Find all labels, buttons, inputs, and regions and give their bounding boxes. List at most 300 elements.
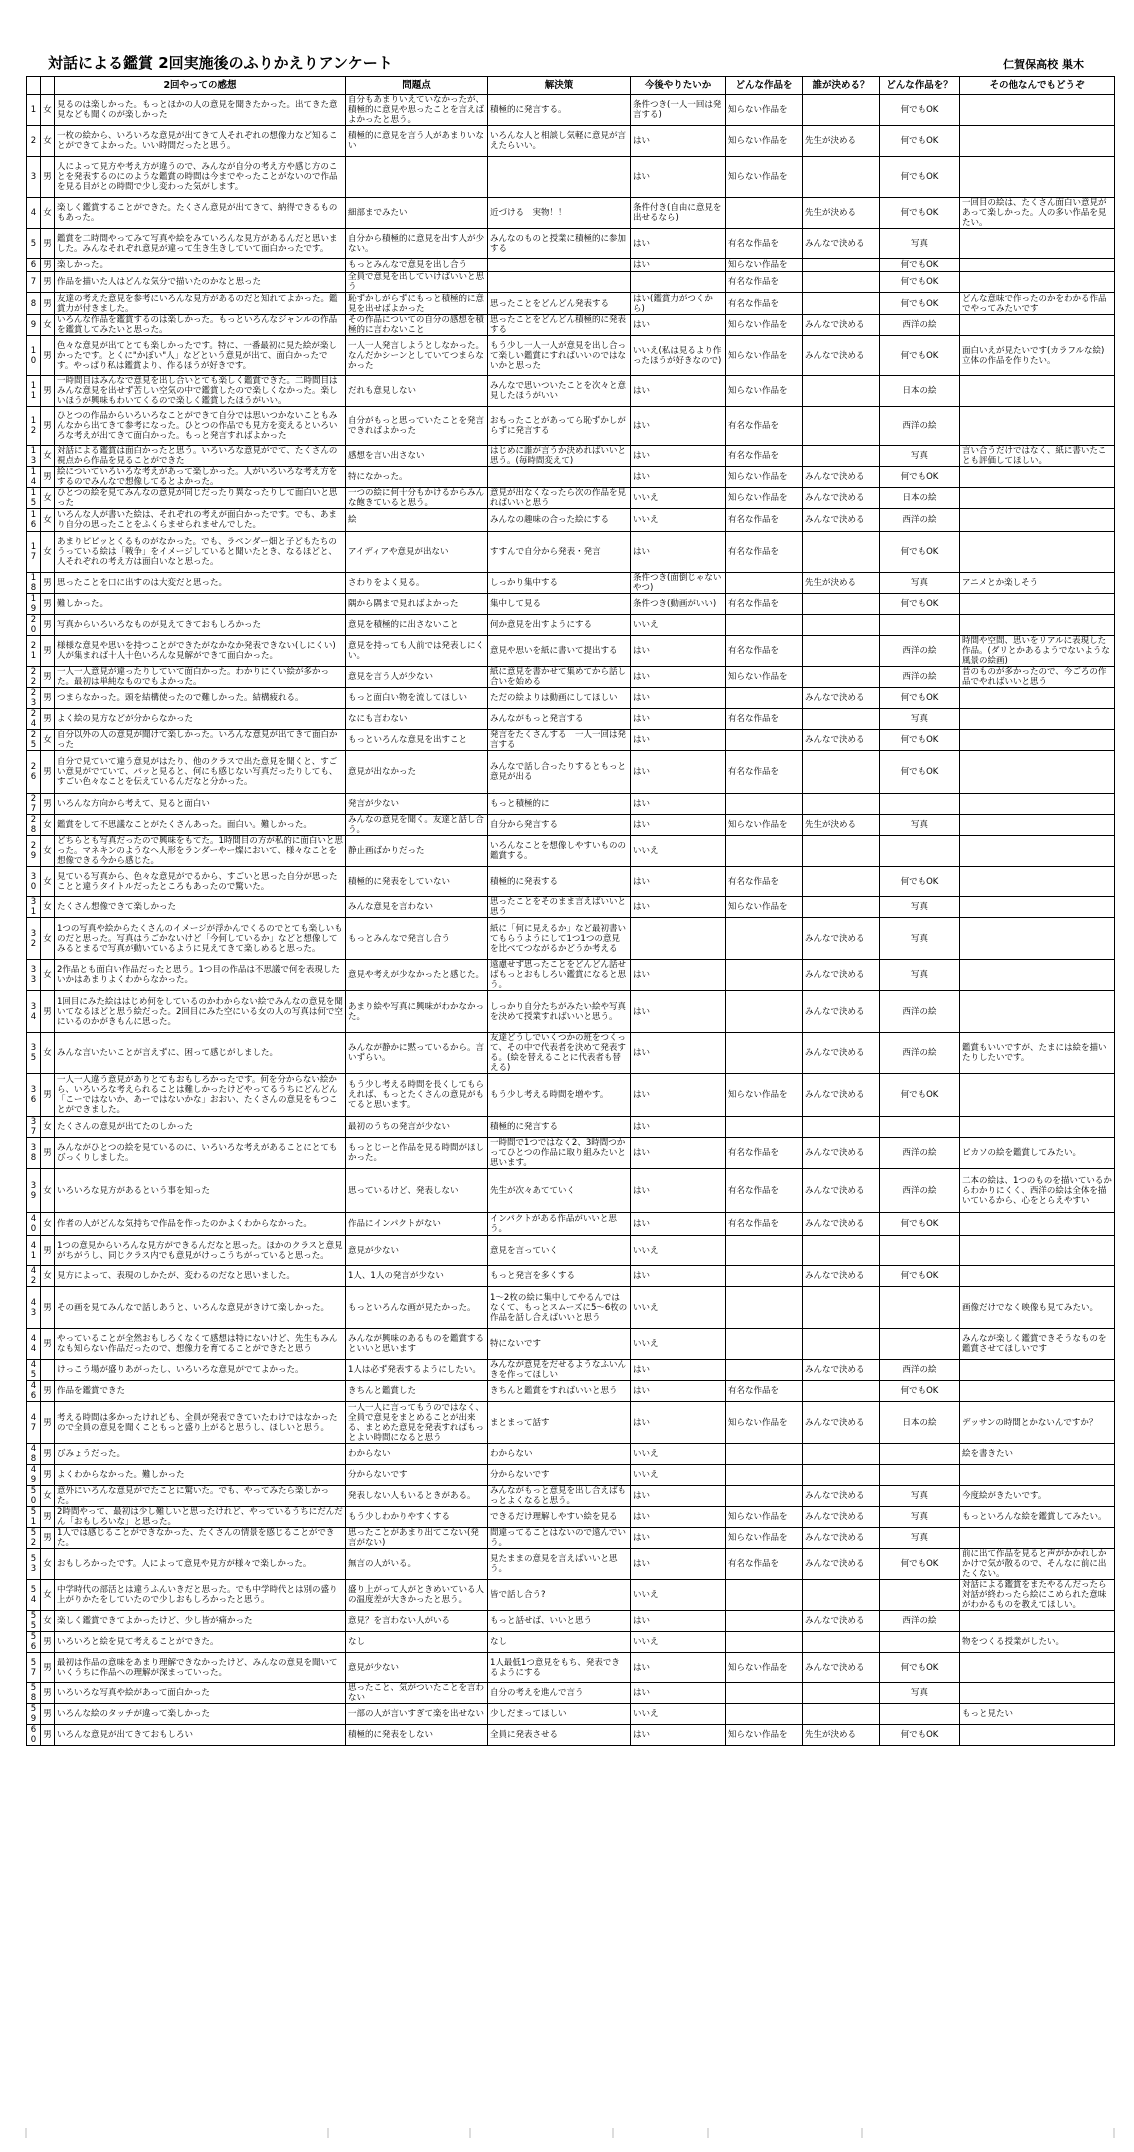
header-again: 今後やりたいか bbox=[631, 77, 726, 95]
cell-work-type bbox=[726, 1329, 803, 1360]
cell-other bbox=[960, 1611, 1115, 1632]
cell-problem: 全員で意見を出していけばいいと思う bbox=[346, 272, 488, 293]
cell-impression: いろんな方向から考えて、見ると面白い bbox=[55, 794, 346, 815]
cell-who-decides: みんなで決める bbox=[803, 1213, 880, 1236]
cell-solution: 見たままの意見を言えばいいと思う。 bbox=[488, 1549, 631, 1580]
cell-which-works bbox=[880, 1329, 960, 1360]
row-number: 55 bbox=[27, 1611, 41, 1632]
cell-solution: 積極的に発言する。 bbox=[488, 95, 631, 126]
cell-impression: いろんな人が書いた絵は、それぞれの考えが面白かったです。でも、あまり自分の思ったことをふくらませられませんでした。 bbox=[55, 509, 346, 532]
row-number: 48 bbox=[27, 1444, 41, 1465]
cell-other bbox=[960, 1236, 1115, 1266]
cell-solution: 特にないです bbox=[488, 1329, 631, 1360]
cell-again: はい bbox=[631, 126, 726, 157]
cell-who-decides bbox=[803, 272, 880, 293]
row-number: 24 bbox=[27, 709, 41, 730]
row-number: 17 bbox=[27, 532, 41, 573]
cell-who-decides bbox=[803, 867, 880, 897]
cell-problem: 意見を言う人が少ない bbox=[346, 667, 488, 688]
cell-impression: 一枚の絵から、いろいろな意見が出てきて人それぞれの想像力など知ることができてよかった。いい時間だったと思う。 bbox=[55, 126, 346, 157]
cell-work-type: 有名な作品を bbox=[726, 446, 803, 467]
cell-other bbox=[960, 1213, 1115, 1236]
header-sex bbox=[41, 77, 55, 95]
cell-again: はい bbox=[631, 991, 726, 1033]
table-row bbox=[27, 1580, 1115, 1611]
cell-solution: もっと話せば、いいと思う bbox=[488, 1611, 631, 1632]
row-number: 60 bbox=[27, 1725, 41, 1746]
cell-impression: 楽しく鑑賞できてよかったけど、少し皆が痛かった bbox=[55, 1611, 346, 1632]
cell-who-decides: みんなで決める bbox=[803, 1486, 880, 1507]
cell-who-decides bbox=[803, 751, 880, 794]
cell-problem: 最初のうちの発言が少ない bbox=[346, 1117, 488, 1138]
cell-work-type: 知らない作品を bbox=[726, 376, 803, 407]
cell-again: はい bbox=[631, 1266, 726, 1287]
table-row bbox=[27, 532, 1115, 573]
cell-again: いいえ bbox=[631, 1580, 726, 1611]
row-number: 59 bbox=[27, 1704, 41, 1725]
cell-work-type bbox=[726, 991, 803, 1033]
cell-who-decides: みんなで決める bbox=[803, 960, 880, 991]
cell-work-type bbox=[726, 688, 803, 709]
cell-which-works: 何でもOK bbox=[880, 594, 960, 615]
cell-solution: 分からないです bbox=[488, 1465, 631, 1486]
table-row bbox=[27, 126, 1115, 157]
row-number: 35 bbox=[27, 1033, 41, 1074]
table-row bbox=[27, 836, 1115, 867]
cell-other bbox=[960, 794, 1115, 815]
row-sex: 女 bbox=[41, 126, 55, 157]
cell-which-works: 何でもOK bbox=[880, 1074, 960, 1117]
cell-problem: 積極的に意見を言う人があまりいない bbox=[346, 126, 488, 157]
cell-solution: きちんと鑑賞をすればいいと思う bbox=[488, 1381, 631, 1402]
cell-which-works: 西洋の絵 bbox=[880, 407, 960, 446]
cell-impression: 思ったことを口に出すのは大変だと思った。 bbox=[55, 573, 346, 594]
cell-impression: 写真からいろいろなものが見えてきておもしろかった bbox=[55, 615, 346, 636]
cell-work-type: 知らない作品を bbox=[726, 1528, 803, 1549]
cell-work-type: 有名な作品を bbox=[726, 867, 803, 897]
cell-solution: 皆で話し合う? bbox=[488, 1580, 631, 1611]
cell-problem: みんなが興味のあるものを鑑賞するといいと思います bbox=[346, 1329, 488, 1360]
cell-other bbox=[960, 730, 1115, 751]
cell-problem: 意見が少ない bbox=[346, 1653, 488, 1683]
cell-work-type: 有名な作品を bbox=[726, 1381, 803, 1402]
cell-problem: 意見？を言わない人がいる bbox=[346, 1611, 488, 1632]
cell-which-works: 写真 bbox=[880, 709, 960, 730]
cell-solution: ただの絵よりは動画にしてほしい bbox=[488, 688, 631, 709]
cell-who-decides: みんなで決める bbox=[803, 336, 880, 376]
cell-which-works: 何でもOK bbox=[880, 95, 960, 126]
cell-problem: さわりをよく見る。 bbox=[346, 573, 488, 594]
cell-other: 今度絵がきたいです。 bbox=[960, 1486, 1115, 1507]
cell-who-decides bbox=[803, 157, 880, 198]
table-row bbox=[27, 1704, 1115, 1725]
cell-impression: その画を見てみんなで話しあうと、いろんな意見がきけて楽しかった。 bbox=[55, 1287, 346, 1329]
row-sex: 女 bbox=[41, 1266, 55, 1287]
cell-other bbox=[960, 815, 1115, 836]
cell-impression: みんながひとつの絵を見ているのに、いろいろな考えがあることにとてもびっくりしました。 bbox=[55, 1138, 346, 1169]
cell-problem: 恥ずかしがらずにもっと積極的に意見を出せばよかった bbox=[346, 293, 488, 315]
cell-work-type bbox=[726, 1486, 803, 1507]
cell-other bbox=[960, 95, 1115, 126]
table-row bbox=[27, 1360, 1115, 1381]
row-number: 56 bbox=[27, 1632, 41, 1653]
cell-problem: なし bbox=[346, 1632, 488, 1653]
cell-other: もっと見たい bbox=[960, 1704, 1115, 1725]
cell-problem: だれも意見しない bbox=[346, 376, 488, 407]
row-number: 25 bbox=[27, 730, 41, 751]
row-sex: 男 bbox=[41, 1236, 55, 1266]
row-sex: 女 bbox=[41, 1486, 55, 1507]
cell-who-decides: みんなで決める bbox=[803, 1360, 880, 1381]
cell-work-type bbox=[726, 836, 803, 867]
cell-solution: 思ったことをどんどん積極的に発表する bbox=[488, 315, 631, 336]
table-row bbox=[27, 376, 1115, 407]
cell-impression: 最初は作品の意味をあまり理解できなかったけど、みんなの意見を聞いていくうちに作品への理解が深まっていった。 bbox=[55, 1653, 346, 1683]
row-sex: 男 bbox=[41, 688, 55, 709]
cell-work-type bbox=[726, 960, 803, 991]
row-number: 22 bbox=[27, 667, 41, 688]
table-row bbox=[27, 272, 1115, 293]
table-row bbox=[27, 229, 1115, 259]
cell-who-decides bbox=[803, 1287, 880, 1329]
cell-who-decides: みんなで決める bbox=[803, 315, 880, 336]
cell-solution: みんなの趣味の合った絵にする bbox=[488, 509, 631, 532]
cell-other bbox=[960, 751, 1115, 794]
cell-impression: いろいろな見方があるという事を知った bbox=[55, 1169, 346, 1213]
cell-problem: 意見を持っても人前では発表しにくい。 bbox=[346, 636, 488, 667]
cell-which-works: 西洋の絵 bbox=[880, 1169, 960, 1213]
cell-again: はい bbox=[631, 667, 726, 688]
cell-work-type: 知らない作品を bbox=[726, 488, 803, 509]
row-sex: 女 bbox=[41, 836, 55, 867]
row-number: 26 bbox=[27, 751, 41, 794]
cell-solution: 先生が次々あてていく bbox=[488, 1169, 631, 1213]
cell-problem: 自分もあまりいえていなかったが、積極的に意見や思ったことを言えばよかったと思う。 bbox=[346, 95, 488, 126]
cell-other bbox=[960, 509, 1115, 532]
cell-again: 条件つき(一人一回は発言する) bbox=[631, 95, 726, 126]
cell-which-works: 写真 bbox=[880, 815, 960, 836]
cell-again: いいえ bbox=[631, 836, 726, 867]
cell-again: はい bbox=[631, 446, 726, 467]
cell-problem: きちんと鑑賞した bbox=[346, 1381, 488, 1402]
cell-which-works: 何でもOK bbox=[880, 730, 960, 751]
cell-other bbox=[960, 532, 1115, 573]
cell-which-works: 西洋の絵 bbox=[880, 1611, 960, 1632]
cell-who-decides: みんなで決める bbox=[803, 1611, 880, 1632]
cell-work-type bbox=[726, 918, 803, 960]
cell-other: みんなが楽しく鑑賞できそうなものを鑑賞させてほしいです bbox=[960, 1329, 1115, 1360]
table-row bbox=[27, 918, 1115, 960]
cell-who-decides: みんなで決める bbox=[803, 1138, 880, 1169]
cell-who-decides: みんなで決める bbox=[803, 730, 880, 751]
table-row bbox=[27, 95, 1115, 126]
cell-which-works bbox=[880, 794, 960, 815]
table-row bbox=[27, 1507, 1115, 1528]
table-row bbox=[27, 867, 1115, 897]
cell-problem: 自分がもっと思っていたことを発言できればよかった bbox=[346, 407, 488, 446]
cell-again: いいえ bbox=[631, 488, 726, 509]
cell-which-works bbox=[880, 836, 960, 867]
cell-work-type: 知らない作品を bbox=[726, 315, 803, 336]
cell-other bbox=[960, 157, 1115, 198]
cell-problem: もう少しわかりやすくする bbox=[346, 1507, 488, 1528]
cell-which-works: 写真 bbox=[880, 573, 960, 594]
cell-which-works: 写真 bbox=[880, 1683, 960, 1704]
cell-which-works: 日本の絵 bbox=[880, 376, 960, 407]
cell-impression: 難しかった。 bbox=[55, 594, 346, 615]
cell-again: はい bbox=[631, 1725, 726, 1746]
cell-problem: 細部までみたい bbox=[346, 198, 488, 229]
cell-who-decides: 先生が決める bbox=[803, 126, 880, 157]
cell-other bbox=[960, 376, 1115, 407]
row-number: 28 bbox=[27, 815, 41, 836]
cell-impression: いろんな意見が出てきておもしろい bbox=[55, 1725, 346, 1746]
cell-who-decides bbox=[803, 1236, 880, 1266]
cell-problem: もっといろんな画が見たかった。 bbox=[346, 1287, 488, 1329]
cell-work-type: 知らない作品を bbox=[726, 95, 803, 126]
cell-who-decides bbox=[803, 667, 880, 688]
row-number: 37 bbox=[27, 1117, 41, 1138]
row-sex: 女 bbox=[41, 815, 55, 836]
cell-which-works: 写真 bbox=[880, 229, 960, 259]
cell-other bbox=[960, 960, 1115, 991]
cell-work-type bbox=[726, 794, 803, 815]
cell-which-works: 写真 bbox=[880, 1507, 960, 1528]
cell-solution: はじめに誰が言うか決めればいいと思う。(毎時間変えて) bbox=[488, 446, 631, 467]
table-row bbox=[27, 1465, 1115, 1486]
cell-which-works: 写真 bbox=[880, 897, 960, 918]
cell-again: いいえ bbox=[631, 1329, 726, 1360]
row-sex bbox=[41, 1360, 55, 1381]
row-number: 4 bbox=[27, 198, 41, 229]
cell-work-type bbox=[726, 1236, 803, 1266]
cell-other bbox=[960, 1360, 1115, 1381]
cell-who-decides: みんなで決める bbox=[803, 1653, 880, 1683]
cell-problem: なにも言わない bbox=[346, 709, 488, 730]
cell-other: 物をつくる授業がしたい。 bbox=[960, 1632, 1115, 1653]
cell-impression: やっていることが全然おもしろくなくて感想は特にないけど、先生もみんなも知らない作品だったので、想像力を育てることができたと思う bbox=[55, 1329, 346, 1360]
row-sex: 男 bbox=[41, 1074, 55, 1117]
cell-who-decides: みんなで決める bbox=[803, 1266, 880, 1287]
row-sex: 男 bbox=[41, 667, 55, 688]
cell-problem: あまり絵や写真に興味がわかなかった。 bbox=[346, 991, 488, 1033]
row-number: 3 bbox=[27, 157, 41, 198]
cell-impression: 自分以外の人の意見が聞けて楽しかった。いろんな意見が出てきて面白かった bbox=[55, 730, 346, 751]
cell-problem: 自分から積極的に意見を出す人が少ない。 bbox=[346, 229, 488, 259]
cell-who-decides: みんなで決める bbox=[803, 1528, 880, 1549]
table-row bbox=[27, 573, 1115, 594]
table-row bbox=[27, 157, 1115, 198]
table-row bbox=[27, 1444, 1115, 1465]
row-number: 45 bbox=[27, 1360, 41, 1381]
cell-who-decides: みんなで決める bbox=[803, 1033, 880, 1074]
cell-which-works: 日本の絵 bbox=[880, 488, 960, 509]
cell-other: アニメとか楽しそう bbox=[960, 573, 1115, 594]
cell-solution: すすんで自分から発表・発言 bbox=[488, 532, 631, 573]
cell-work-type: 知らない作品を bbox=[726, 157, 803, 198]
cell-again: いいえ bbox=[631, 1465, 726, 1486]
cell-which-works: 何でもOK bbox=[880, 467, 960, 488]
table-row bbox=[27, 897, 1115, 918]
cell-problem: 意見が出なかった bbox=[346, 751, 488, 794]
cell-who-decides bbox=[803, 95, 880, 126]
cell-impression: けっこう場が盛りあがったし、いろいろな意見がでてよかった。 bbox=[55, 1360, 346, 1381]
cell-which-works: 何でもOK bbox=[880, 1725, 960, 1746]
cell-which-works bbox=[880, 615, 960, 636]
cell-which-works bbox=[880, 1465, 960, 1486]
row-sex: 男 bbox=[41, 407, 55, 446]
cell-which-works bbox=[880, 1704, 960, 1725]
cell-solution bbox=[488, 259, 631, 272]
cell-impression: 作品を鑑賞できた bbox=[55, 1381, 346, 1402]
table-row bbox=[27, 509, 1115, 532]
cell-solution: みんながもっと発言する bbox=[488, 709, 631, 730]
row-sex: 女 bbox=[41, 315, 55, 336]
cell-problem: もっといろんな意見を出すこと bbox=[346, 730, 488, 751]
cell-which-works: 写真 bbox=[880, 1528, 960, 1549]
cell-other: 鑑賞もいいですが、たまには絵を描いたりしたいです。 bbox=[960, 1033, 1115, 1074]
cell-solution: おもったことがあってら恥ずかしがらずに発言する bbox=[488, 407, 631, 446]
row-sex: 男 bbox=[41, 1138, 55, 1169]
cell-which-works: 何でもOK bbox=[880, 126, 960, 157]
cell-again: はい bbox=[631, 1138, 726, 1169]
cell-who-decides bbox=[803, 836, 880, 867]
cell-which-works bbox=[880, 1444, 960, 1465]
cell-work-type: 有名な作品を bbox=[726, 636, 803, 667]
cell-impression: 対話による鑑賞は面白かったと思う。いろいろな意見がでて、たくさんの視点から作品を見ることができた bbox=[55, 446, 346, 467]
cell-who-decides: 先生が決める bbox=[803, 198, 880, 229]
cell-again: はい bbox=[631, 867, 726, 897]
row-number: 44 bbox=[27, 1329, 41, 1360]
cell-other: 絵を書きたい bbox=[960, 1444, 1115, 1465]
row-number: 31 bbox=[27, 897, 41, 918]
row-sex: 女 bbox=[41, 730, 55, 751]
cell-other: 前に出て作品を見ると声がかかれしかかけで気が散るので、そんなに前に出たくない。 bbox=[960, 1549, 1115, 1580]
table-row bbox=[27, 1329, 1115, 1360]
cell-solution: 間違ってることはないので遠んでいう。 bbox=[488, 1528, 631, 1549]
cell-which-works: 何でもOK bbox=[880, 1213, 960, 1236]
row-sex: 女 bbox=[41, 198, 55, 229]
cell-again: はい bbox=[631, 815, 726, 836]
cell-again: はい bbox=[631, 1117, 726, 1138]
cell-problem: 一つの絵に何十分もかけるからみんな飽きていると思う。 bbox=[346, 488, 488, 509]
cell-who-decides: みんなで決める bbox=[803, 1549, 880, 1580]
table-row bbox=[27, 1653, 1115, 1683]
cell-other bbox=[960, 1683, 1115, 1704]
cell-who-decides bbox=[803, 1704, 880, 1725]
table-row bbox=[27, 407, 1115, 446]
cell-solution: みんなで話し合ったりするともっと意見が出る bbox=[488, 751, 631, 794]
row-sex: 女 bbox=[41, 1549, 55, 1580]
row-number: 8 bbox=[27, 293, 41, 315]
cell-who-decides: みんなで決める bbox=[803, 1074, 880, 1117]
cell-solution: 発言をたくさんする 一人一回は発言する bbox=[488, 730, 631, 751]
row-number: 50 bbox=[27, 1486, 41, 1507]
row-number: 47 bbox=[27, 1402, 41, 1444]
cell-other bbox=[960, 867, 1115, 897]
cell-solution: わからない bbox=[488, 1444, 631, 1465]
row-sex: 男 bbox=[41, 1329, 55, 1360]
cell-solution: 思ったことをどんどん発表する bbox=[488, 293, 631, 315]
row-sex: 女 bbox=[41, 1611, 55, 1632]
row-sex: 男 bbox=[41, 1507, 55, 1528]
row-number: 52 bbox=[27, 1528, 41, 1549]
cell-problem: もっとじーと作品を見る時間がほしかった。 bbox=[346, 1138, 488, 1169]
cell-which-works bbox=[880, 1632, 960, 1653]
cell-who-decides bbox=[803, 1117, 880, 1138]
row-sex: 女 bbox=[41, 960, 55, 991]
row-number: 13 bbox=[27, 446, 41, 467]
cell-who-decides bbox=[803, 1580, 880, 1611]
cell-who-decides: みんなで決める bbox=[803, 467, 880, 488]
row-sex: 男 bbox=[41, 1653, 55, 1683]
cell-other: 面白いえが見たいです(カラフルな絵)立体の作品を作りたい。 bbox=[960, 336, 1115, 376]
row-number: 38 bbox=[27, 1138, 41, 1169]
cell-who-decides bbox=[803, 794, 880, 815]
cell-impression: 考える時間は多かったけれども、全員が発表できていたわけではなかったので全員の意見を聞くこともっと盛り上がると思うし、ほしいと思う。 bbox=[55, 1402, 346, 1444]
cell-solution: 全員に発表させる bbox=[488, 1725, 631, 1746]
row-sex: 女 bbox=[41, 1117, 55, 1138]
cell-which-works: 西洋の絵 bbox=[880, 991, 960, 1033]
cell-impression: たくさん想像できて楽しかった bbox=[55, 897, 346, 918]
cell-solution: いろんな人と相談し気軽に意見が言えたらいい。 bbox=[488, 126, 631, 157]
row-sex: 男 bbox=[41, 1444, 55, 1465]
cell-impression: 色々な意見が出てとても楽しかったです。特に、一番最初に見た絵が楽しかったです。とくに"かぼい"人」などという意見が出て、面白かったです。やっぱり私は鑑賞より、作るほうが好きです。 bbox=[55, 336, 346, 376]
row-sex: 女 bbox=[41, 867, 55, 897]
row-sex: 男 bbox=[41, 594, 55, 615]
cell-solution: 意見や思いを紙に書いて提出する bbox=[488, 636, 631, 667]
row-number: 39 bbox=[27, 1169, 41, 1213]
cell-impression: いろいろと絵を見て考えることができた。 bbox=[55, 1632, 346, 1653]
cell-problem: 無言の人がいる。 bbox=[346, 1549, 488, 1580]
cell-other bbox=[960, 1653, 1115, 1683]
row-number: 9 bbox=[27, 315, 41, 336]
cell-other bbox=[960, 1266, 1115, 1287]
header-no bbox=[27, 77, 41, 95]
cell-who-decides bbox=[803, 1329, 880, 1360]
table-row bbox=[27, 730, 1115, 751]
cell-which-works: 何でもOK bbox=[880, 198, 960, 229]
row-number: 40 bbox=[27, 1213, 41, 1236]
cell-solution: 意見を言っていく bbox=[488, 1236, 631, 1266]
cell-other bbox=[960, 615, 1115, 636]
cell-who-decides: みんなで決める bbox=[803, 1402, 880, 1444]
row-number: 6 bbox=[27, 259, 41, 272]
row-sex: 男 bbox=[41, 157, 55, 198]
cell-again: はい bbox=[631, 1381, 726, 1402]
row-number: 41 bbox=[27, 1236, 41, 1266]
cell-other: 画像だけでなく映像も見てみたい。 bbox=[960, 1287, 1115, 1329]
cell-who-decides: みんなで決める bbox=[803, 991, 880, 1033]
cell-impression: 2作品とも面白い作品だったと思う。1つ目の作品は不思議で何を表現したいかはあまりよくわからなかった。 bbox=[55, 960, 346, 991]
cell-which-works: 何でもOK bbox=[880, 751, 960, 794]
row-number: 42 bbox=[27, 1266, 41, 1287]
cell-which-works: 日本の絵 bbox=[880, 1402, 960, 1444]
row-number: 36 bbox=[27, 1074, 41, 1117]
cell-solution: みんながもっと意見を出し合えばもっとよくなると思う。 bbox=[488, 1486, 631, 1507]
table-row bbox=[27, 1169, 1115, 1213]
cell-who-decides bbox=[803, 1381, 880, 1402]
cell-again: はい bbox=[631, 467, 726, 488]
table-row bbox=[27, 1266, 1115, 1287]
table-row bbox=[27, 488, 1115, 509]
cell-who-decides: みんなで決める bbox=[803, 1169, 880, 1213]
cell-who-decides: みんなで決める bbox=[803, 229, 880, 259]
cell-again: いいえ bbox=[631, 615, 726, 636]
cell-which-works: 写真 bbox=[880, 446, 960, 467]
cell-solution: 思ったことをそのまま言えばいいと思う bbox=[488, 897, 631, 918]
cell-again: はい bbox=[631, 1213, 726, 1236]
